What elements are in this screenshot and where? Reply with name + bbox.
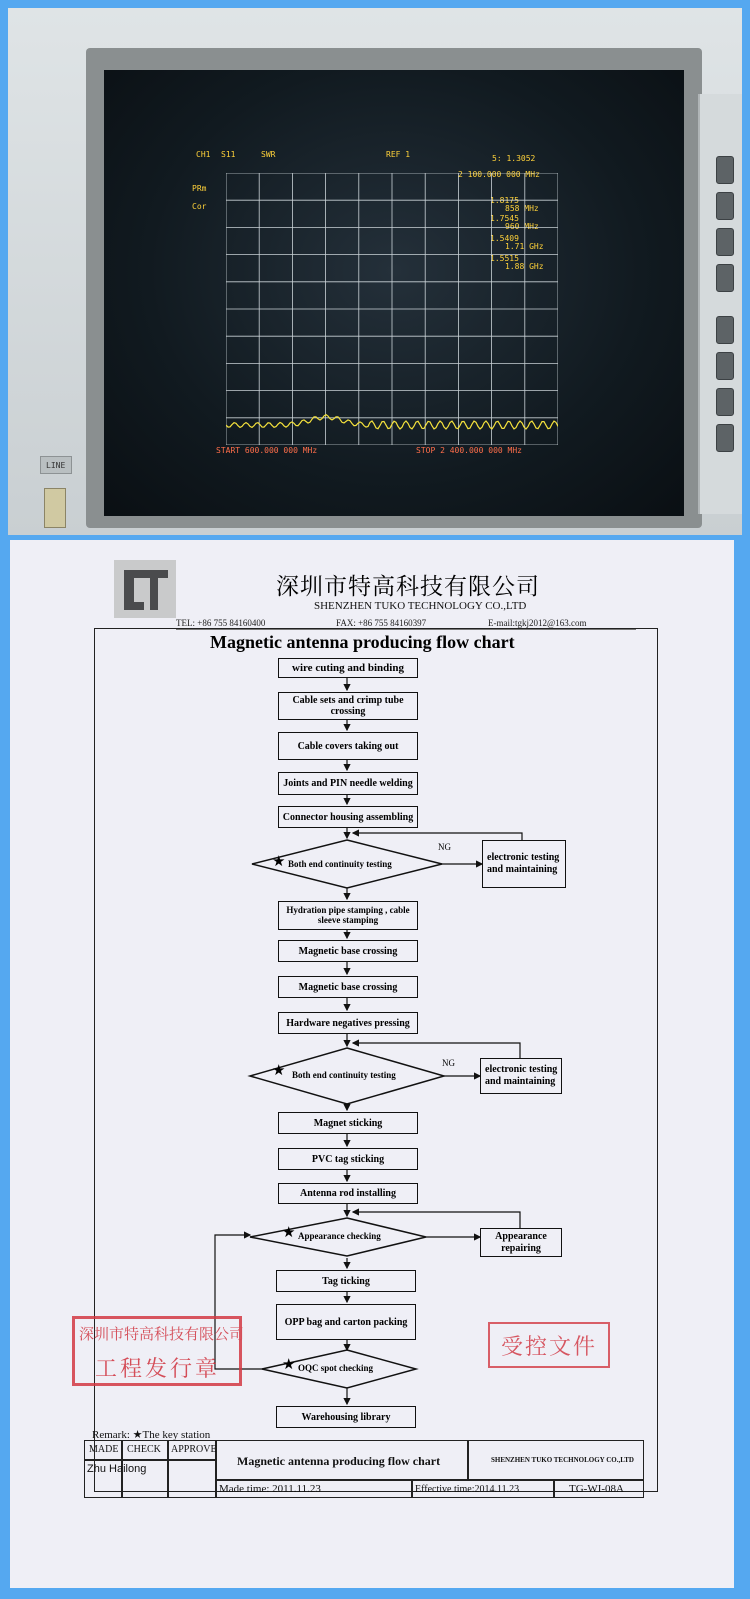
approve-label: APPROVE xyxy=(171,1444,217,1455)
company-name-cn: 深圳市特高科技有限公司 xyxy=(276,574,540,600)
cell-effective-time xyxy=(412,1480,554,1498)
channel-label: CH1 xyxy=(196,150,211,159)
cell-approve xyxy=(168,1440,216,1460)
cell-company xyxy=(468,1440,644,1480)
doc-number: TG-WI-08A xyxy=(569,1483,624,1495)
tel-text: TEL: +86 755 84160400 xyxy=(176,618,266,628)
step-magnet-sticking: Magnet sticking xyxy=(278,1112,418,1134)
step-continuity-2: Both end continuity testing xyxy=(292,1070,396,1080)
softkey-4 xyxy=(716,264,734,292)
cell-checker xyxy=(122,1460,168,1498)
plot-grid xyxy=(226,173,558,445)
cell-doc-title xyxy=(216,1440,468,1480)
doc-title: Magnetic antenna producing flow chart xyxy=(237,1454,441,1468)
softkey-1 xyxy=(716,156,734,184)
step-oqc-checking: OQC spot checking xyxy=(298,1363,374,1373)
power-switch xyxy=(44,488,66,528)
step-joints-welding: Joints and PIN needle welding xyxy=(278,772,418,795)
marker-4-value: 1.5515 xyxy=(490,254,519,263)
step-hydration-pipe: Hydration pipe stamping , cable sleeve stamping xyxy=(278,901,418,930)
ng-label-1: NG xyxy=(438,842,451,852)
step-opp-bag: OPP bag and carton packing xyxy=(276,1304,416,1340)
softkey-5 xyxy=(716,316,734,344)
step-cable-covers: Cable covers taking out xyxy=(278,732,418,760)
step-hardware-negatives: Hardware negatives pressing xyxy=(278,1012,418,1034)
swr-plot xyxy=(226,173,558,445)
controlled-document-stamp: 受控文件 xyxy=(488,1322,610,1368)
start-freq: START 600.000 000 MHz xyxy=(216,446,318,455)
step-pvc-tag: PVC tag sticking xyxy=(278,1148,418,1170)
line-button xyxy=(40,456,72,474)
footer-company: SHENZHEN TUKO TECHNOLOGY CO.,LTD xyxy=(491,1456,634,1464)
company-name-en: SHENZHEN TUKO TECHNOLOGY CO.,LTD xyxy=(314,600,527,612)
softkey-6 xyxy=(716,352,734,380)
step-appearance-checking: Appearance checking xyxy=(298,1231,381,1241)
marker-3-value: 1.5409 xyxy=(490,234,519,243)
cell-doc-no xyxy=(554,1480,644,1498)
stop-freq: STOP 2 400.000 000 MHz xyxy=(416,446,522,455)
step-tag-ticking: Tag ticking xyxy=(276,1270,416,1292)
cell-made xyxy=(84,1440,122,1460)
made-label: MADE xyxy=(89,1444,119,1455)
marker-3-freq: 1.71 GHz xyxy=(505,242,544,251)
step-magnetic-base-2: Magnetic base crossing xyxy=(278,976,418,998)
step-continuity-1: Both end continuity testing xyxy=(288,859,392,869)
effective-time: Effective time:2014.11.23 xyxy=(415,1484,520,1495)
cor-label: Cor xyxy=(192,202,207,211)
format-label: SWR xyxy=(261,150,276,159)
cell-approver xyxy=(168,1460,216,1498)
marker-2-value: 1.7545 xyxy=(490,214,519,223)
softkey-3 xyxy=(716,228,734,256)
analyzer-photo xyxy=(8,8,742,535)
step-magnetic-base-1: Magnetic base crossing xyxy=(278,940,418,962)
step-antenna-rod: Antenna rod installing xyxy=(278,1183,418,1204)
step-wire-cutting: wire cuting and binding xyxy=(278,658,418,678)
key-station-star-3: ★ xyxy=(282,1225,296,1241)
marker-readout: 5: 1.3052 xyxy=(492,154,536,163)
line-label: LINE xyxy=(46,461,66,470)
key-station-star-2: ★ xyxy=(272,1063,286,1079)
made-time: Made time: 2011.11.23 xyxy=(219,1483,321,1495)
chart-title: Magnetic antenna producing flow chart xyxy=(210,632,515,652)
fax-text: FAX: +86 755 84160397 xyxy=(336,618,427,628)
softkey-7 xyxy=(716,388,734,416)
key-station-star-1: ★ xyxy=(272,854,286,870)
softkey-8 xyxy=(716,424,734,452)
stamp-company-text: 深圳市特高科技有限公司 xyxy=(79,1325,245,1343)
softkey-2 xyxy=(716,192,734,220)
prm-label: PRm xyxy=(192,184,207,193)
side-electronic-testing-1: electronic testing and maintaining xyxy=(482,840,566,888)
step-warehousing: Warehousing library xyxy=(276,1406,416,1428)
marker-freq: 2 100.000 000 MHz xyxy=(458,170,540,179)
marker-4-freq: 1.88 GHz xyxy=(505,262,544,271)
cell-check xyxy=(122,1440,168,1460)
flow-chart-document xyxy=(10,540,734,1588)
param-label: S11 xyxy=(221,150,236,159)
stamp-dept-text: 工程发行章 xyxy=(95,1357,221,1382)
key-station-star-4: ★ xyxy=(282,1357,296,1373)
marker-2-freq: 960 MHz xyxy=(505,222,539,231)
step-cable-sets: Cable sets and crimp tube crossing xyxy=(278,692,418,720)
side-appearance-repairing: Appearance repairing xyxy=(480,1228,562,1257)
marker-1-value: 1.8175 xyxy=(490,196,519,205)
email-text: E-mail:tgkj2012@163.com xyxy=(488,618,587,628)
remark-text: Remark: ★The key station xyxy=(92,1429,211,1441)
marker-1-freq: 858 MHz xyxy=(505,204,539,213)
ng-label-2: NG xyxy=(442,1058,455,1068)
engineering-release-stamp xyxy=(72,1316,245,1386)
ref-label: REF 1 xyxy=(386,150,411,159)
cell-made-time xyxy=(216,1480,412,1498)
step-connector-housing: Connector housing assembling xyxy=(278,806,418,828)
cell-maker xyxy=(84,1460,147,1498)
side-electronic-testing-2: electronic testing and maintaining xyxy=(480,1058,562,1094)
check-label: CHECK xyxy=(127,1444,161,1455)
maker-name: Zhu Hailong xyxy=(87,1463,147,1475)
